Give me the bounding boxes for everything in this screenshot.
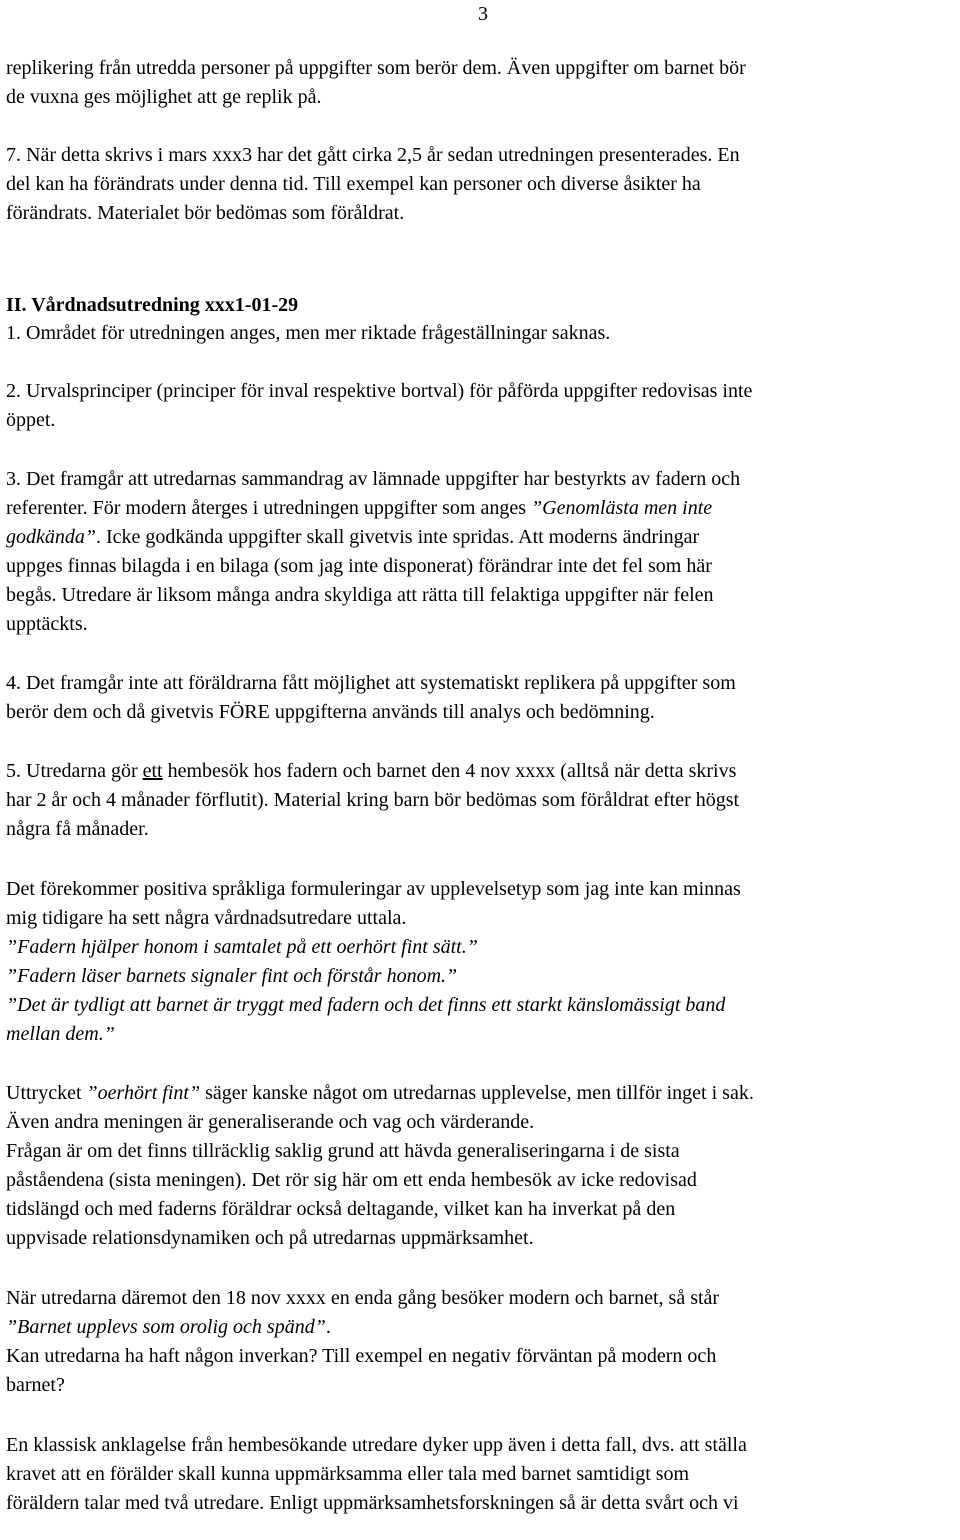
text-segment: har 2 år och 4 månader förflutit). Material kring barn bör bedömas som föråldrat efter högst bbox=[6, 789, 740, 811]
text-line bbox=[6, 142, 740, 168]
text-line bbox=[6, 787, 739, 813]
text-segment: del kan ha förändrats under denna tid. Till exempel kan personer och diverse åsikter ha bbox=[6, 173, 701, 195]
text-segment: 4. Det framgår inte att föräldrarna fått möjlighet att systematiskt replikera på uppgifter som bbox=[6, 672, 736, 694]
text-line bbox=[6, 1314, 331, 1340]
text-line bbox=[6, 934, 478, 960]
text-segment: ”Fadern läser barnets signaler fint och förstår honom.” bbox=[6, 965, 458, 987]
text-line bbox=[6, 320, 610, 346]
text-line bbox=[6, 55, 746, 81]
text-segment: begås. Utredare är liksom många andra skyldiga att rätta till felaktiga uppgifter när felen bbox=[6, 584, 714, 606]
text-line bbox=[6, 1080, 754, 1106]
text-segment: II. Vårdnadsutredning xxx1-01-29 bbox=[6, 294, 299, 316]
text-segment: Kan utredarna ha haft någon inverkan? Till exempel en negativ förväntan på modern och bbox=[6, 1345, 717, 1367]
text-line bbox=[6, 1196, 675, 1222]
text-segment: När utredarna däremot den 18 nov xxxx en enda gång besöker modern och barnet, så står bbox=[6, 1287, 720, 1309]
text-segment: tidslängd och med faderns föräldrar också deltagande, vilket kan ha inverkat på den bbox=[6, 1198, 676, 1220]
text-line bbox=[6, 670, 736, 696]
text-segment: uppvisade relationsdynamiken och på utredarnas uppmärksamhet. bbox=[6, 1227, 534, 1249]
text-line bbox=[6, 200, 404, 226]
text-line bbox=[6, 1432, 747, 1458]
text-segment: påståendena (sista meningen). Det rör sig här om ett enda hembesök av icke redovisad bbox=[6, 1169, 697, 1191]
text-segment: barnet? bbox=[6, 1374, 65, 1396]
text-segment: En klassisk anklagelse från hembesökande utredare dyker upp även i detta fall, dvs. att ställa bbox=[6, 1434, 747, 1456]
text-line bbox=[6, 1109, 534, 1135]
text-segment: 3. Det framgår att utredarnas sammandrag av lämnade uppgifter har bestyrkts av fadern och bbox=[6, 468, 741, 490]
text-line bbox=[6, 553, 712, 579]
text-segment: ”Genomlästa men inte bbox=[531, 497, 713, 519]
text-segment: godkända” bbox=[6, 526, 96, 548]
text-segment: kravet att en förälder skall kunna uppmärksamma eller tala med barnet samtidigt som bbox=[6, 1463, 690, 1485]
text-segment: öppet. bbox=[6, 409, 56, 431]
text-segment: 1. Området för utredningen anges, men mer riktade frågeställningar saknas. bbox=[6, 322, 611, 344]
text-segment: mig tidigare ha sett några vårdnadsutredare uttala. bbox=[6, 907, 407, 929]
text-segment: de vuxna ges möjlighet att ge replik på. bbox=[6, 86, 322, 108]
text-segment: . Icke godkända uppgifter skall givetvis inte spridas. Att moderns ändringar bbox=[96, 526, 700, 548]
text-line bbox=[6, 905, 406, 931]
text-segment: replikering från utredda personer på uppgifter som berör dem. Även uppgifter om barnet bör bbox=[6, 57, 746, 79]
text-line bbox=[6, 292, 298, 318]
text-line bbox=[6, 171, 701, 197]
text-segment: 5. Utredarna gör bbox=[6, 760, 143, 782]
text-line bbox=[6, 963, 457, 989]
text-line bbox=[6, 876, 741, 902]
text-line bbox=[6, 758, 736, 784]
text-line bbox=[6, 1461, 689, 1487]
text-segment: referenter. För modern återges i utredningen uppgifter som anges bbox=[6, 497, 532, 519]
text-segment: upptäckts. bbox=[6, 613, 88, 635]
text-line bbox=[6, 699, 655, 725]
text-segment: . bbox=[325, 1316, 331, 1338]
text-line bbox=[6, 1372, 65, 1398]
text-segment: föräldern talar med två utredare. Enligt uppmärksamhetsforskningen så är detta svårt och vi bbox=[6, 1492, 739, 1514]
text-segment: 2. Urvalsprinciper (principer för inval respektive bortval) för påförda uppgifter redovisas inte bbox=[6, 380, 753, 402]
text-line bbox=[6, 992, 725, 1018]
text-segment: hembesök hos fadern och barnet den 4 nov xxxx (alltså när detta skrivs bbox=[162, 760, 737, 782]
text-line bbox=[6, 816, 149, 842]
text-segment: några få månader. bbox=[6, 818, 149, 840]
text-segment: Även andra meningen är generaliserande och vag och värderande. bbox=[6, 1111, 535, 1133]
text-line bbox=[6, 407, 55, 433]
text-segment: säger kanske något om utredarnas upplevelse, men tillför inget i sak. bbox=[200, 1082, 754, 1104]
text-line bbox=[6, 1490, 739, 1516]
text-segment: förändrats. Materialet bör bedömas som föråldrat. bbox=[6, 202, 405, 224]
text-segment: Frågan är om det finns tillräcklig saklig grund att hävda generaliseringarna i de sista bbox=[6, 1140, 680, 1162]
text-line bbox=[6, 1138, 680, 1164]
text-segment: berör dem och då givetvis FÖRE uppgifterna används till analys och bedömning. bbox=[6, 701, 655, 723]
text-line bbox=[6, 611, 88, 637]
page-number: 3 bbox=[478, 3, 488, 25]
text-segment: ”Det är tydligt att barnet är tryggt med fadern och det finns ett starkt känslomässigt band bbox=[6, 994, 726, 1016]
text-line bbox=[6, 495, 712, 521]
text-segment: ”oerhört fint” bbox=[86, 1082, 201, 1104]
text-segment: 7. När detta skrivs i mars xxx3 har det gått cirka 2,5 år sedan utredningen presenterades. En bbox=[6, 144, 740, 166]
text-segment: Uttrycket bbox=[6, 1082, 87, 1104]
text-line bbox=[6, 1225, 534, 1251]
text-segment: ”Fadern hjälper honom i samtalet på ett oerhört fint sätt.” bbox=[6, 936, 478, 958]
text-line bbox=[6, 1285, 719, 1311]
text-line bbox=[6, 466, 740, 492]
text-segment: uppges finnas bilagda i en bilaga (som jag inte disponerat) förändrar inte det fel som här bbox=[6, 555, 712, 577]
text-line bbox=[6, 1343, 716, 1369]
text-line bbox=[6, 1021, 115, 1047]
text-line bbox=[6, 84, 321, 110]
text-line bbox=[6, 524, 699, 550]
text-line bbox=[6, 378, 752, 404]
text-segment: ”Barnet upplevs som orolig och spänd” bbox=[6, 1316, 326, 1338]
text-segment: Det förekommer positiva språkliga formuleringar av upplevelsetyp som jag inte kan minnas bbox=[6, 878, 741, 900]
text-segment: mellan dem.” bbox=[6, 1023, 115, 1045]
text-line bbox=[6, 1167, 697, 1193]
text-segment: ett bbox=[142, 760, 163, 782]
text-line bbox=[6, 582, 714, 608]
